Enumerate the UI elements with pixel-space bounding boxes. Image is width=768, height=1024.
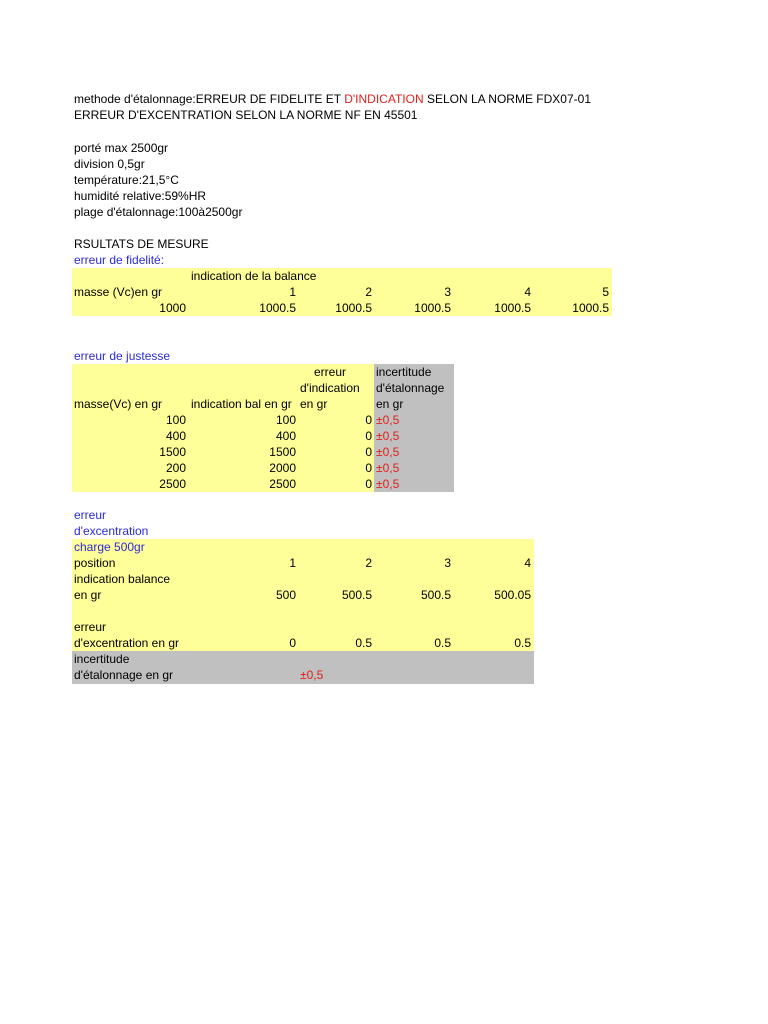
justesse-h-erreur-1: erreur xyxy=(314,365,347,379)
justesse-masse: 100 xyxy=(165,413,186,427)
fidelite-value-2: 1000.5 xyxy=(335,301,372,315)
justesse-h-incert-3: en gr xyxy=(376,397,404,411)
spec-division: division 0,5gr xyxy=(74,157,145,171)
excentration-incert-label-2: d'étalonnage en gr xyxy=(74,668,174,682)
fidelite-masse-value: 1000 xyxy=(159,301,186,315)
spec-temperature: température:21,5°C xyxy=(74,173,179,187)
excentration-erreur-3: 0.5 xyxy=(434,636,451,650)
justesse-indication: 1500 xyxy=(269,445,296,459)
excentration-erreur-1: 0 xyxy=(289,636,296,650)
justesse-incertitude: ±0,5 xyxy=(376,461,400,475)
justesse-h-incert-1: incertitude xyxy=(376,365,432,379)
justesse-h-erreur-3: en gr xyxy=(300,397,328,411)
justesse-h-masse: masse(Vc) en gr xyxy=(74,397,163,411)
justesse-incertitude: ±0,5 xyxy=(376,413,400,427)
fidelite-value-5: 1000.5 xyxy=(572,301,609,315)
excentration-indication-2: 500.5 xyxy=(341,588,372,602)
fidelite-col-3: 3 xyxy=(444,285,451,299)
justesse-erreur: 0 xyxy=(365,461,372,475)
results-title: RSULTATS DE MESURE xyxy=(74,237,209,251)
justesse-masse: 2500 xyxy=(159,477,186,491)
justesse-incertitude: ±0,5 xyxy=(376,429,400,443)
justesse-masse: 200 xyxy=(165,461,186,475)
excentration-indication-3: 500.5 xyxy=(420,588,451,602)
spec-portee: porté max 2500gr xyxy=(74,141,169,155)
justesse-erreur: 0 xyxy=(365,429,372,443)
excentration-position-4: 4 xyxy=(524,556,531,570)
fidelite-col-1: 1 xyxy=(289,285,296,299)
excentration-charge: charge 500gr xyxy=(74,540,145,554)
excentration-erreur-label-1: erreur xyxy=(74,620,107,634)
justesse-masse: 400 xyxy=(165,429,186,443)
justesse-indication: 2500 xyxy=(269,477,296,491)
excentration-erreur-4: 0.5 xyxy=(514,636,531,650)
fidelite-indication-header: indication de la balance xyxy=(191,269,317,283)
fidelite-col-2: 2 xyxy=(365,285,372,299)
spec-plage: plage d'étalonnage:100à2500gr xyxy=(74,205,243,219)
spec-humidite: humidité relative:59%HR xyxy=(74,189,207,203)
excentration-incert-value: ±0,5 xyxy=(300,668,324,682)
justesse-incertitude: ±0,5 xyxy=(376,445,400,459)
justesse-indication: 100 xyxy=(275,413,296,427)
excentration-title-2: d'excentration xyxy=(74,524,149,538)
fidelite-value-3: 1000.5 xyxy=(414,301,451,315)
excentration-position-2: 2 xyxy=(365,556,372,570)
excentration-erreur-2: 0.5 xyxy=(355,636,372,650)
excentration-position-label: position xyxy=(74,556,116,570)
fidelite-value-4: 1000.5 xyxy=(494,301,531,315)
fidelite-col-5: 5 xyxy=(602,285,609,299)
justesse-masse: 1500 xyxy=(159,445,186,459)
excentration-indication-1: 500 xyxy=(275,588,296,602)
fidelite-value-1: 1000.5 xyxy=(259,301,296,315)
justesse-indication: 400 xyxy=(275,429,296,443)
justesse-incertitude: ±0,5 xyxy=(376,477,400,491)
excentration-title-1: erreur xyxy=(74,508,107,522)
justesse-h-erreur-2: d'indication xyxy=(300,381,360,395)
excentration-position-1: 1 xyxy=(289,556,296,570)
justesse-h-incert-2: d'étalonnage xyxy=(376,381,445,395)
excentration-erreur-label-2: d'excentration en gr xyxy=(74,636,180,650)
fidelite-masse-label: masse (Vc)en gr xyxy=(74,285,163,299)
justesse-h-indication: indication bal en gr xyxy=(191,397,292,411)
fidelite-col-4: 4 xyxy=(524,285,531,299)
justesse-erreur: 0 xyxy=(365,477,372,491)
justesse-erreur: 0 xyxy=(365,413,372,427)
excentration-incert-label-1: incertitude xyxy=(74,652,130,666)
excentration-position-3: 3 xyxy=(444,556,451,570)
fidelite-title: erreur de fidelité: xyxy=(74,253,165,267)
header-highlight: D'INDICATION xyxy=(344,92,424,106)
header-line-2: ERREUR D'EXCENTRATION SELON LA NORME NF EN 45501 xyxy=(74,108,418,122)
header-line-1: methode d'étalonnage:ERREUR DE FIDELITE ET D'INDICATION SELON LA NORME FDX07-01 xyxy=(74,92,591,106)
justesse-erreur: 0 xyxy=(365,445,372,459)
excentration-indication-4: 500.05 xyxy=(494,588,531,602)
justesse-title: erreur de justesse xyxy=(74,349,171,363)
justesse-indication: 2000 xyxy=(269,461,296,475)
excentration-indication-label-2: en gr xyxy=(74,588,102,602)
excentration-indication-label-1: indication balance xyxy=(74,572,171,586)
